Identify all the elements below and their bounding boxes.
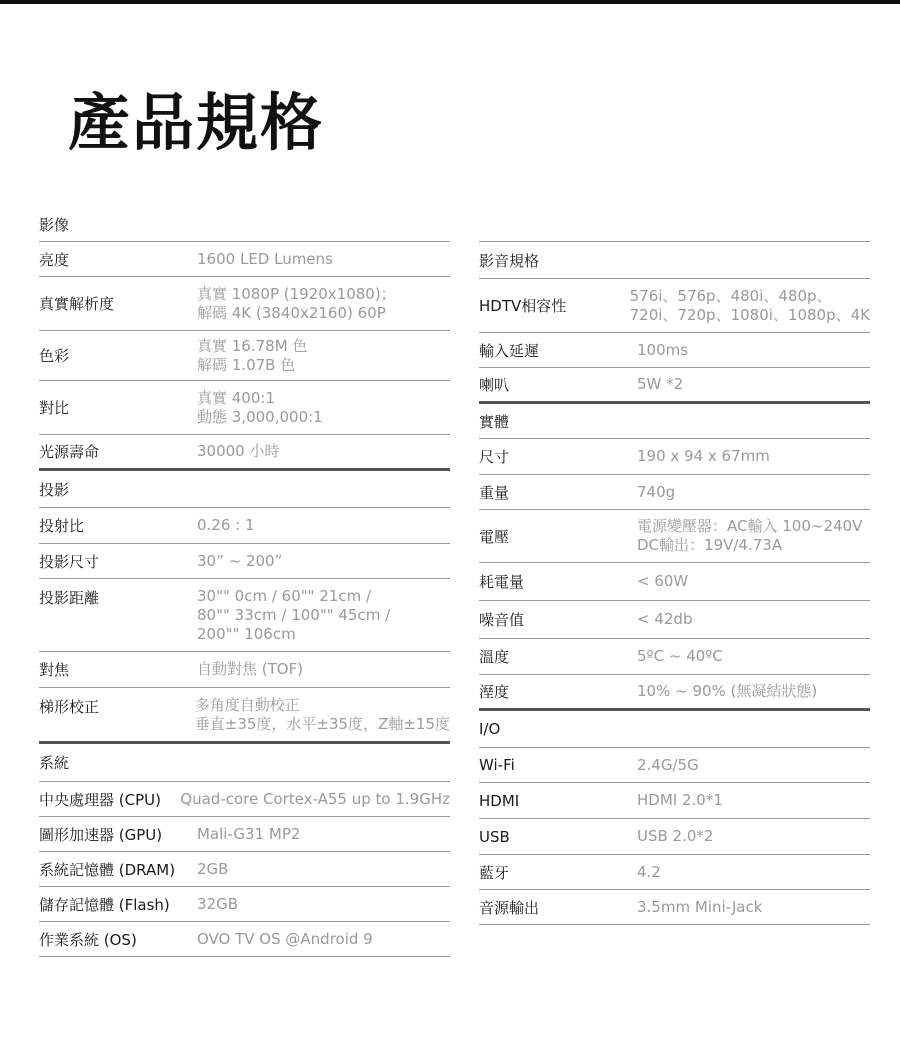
spec-value: USB 2.0*2 xyxy=(637,827,714,845)
page-title: 產品規格 xyxy=(68,86,325,159)
spec-value: 3.5mm Mini-Jack xyxy=(637,897,763,916)
spec-value: 0.26 : 1 xyxy=(197,516,255,534)
spec-row-temperature xyxy=(479,639,870,675)
spec-row-flash xyxy=(39,887,450,922)
spec-value: 5W *2 xyxy=(637,375,684,393)
spec-label: 音源輸出 xyxy=(479,898,540,917)
spec-row-keystone xyxy=(39,688,450,744)
left-spec-column xyxy=(39,208,450,957)
spec-value: 32GB xyxy=(197,894,239,913)
spec-value: 電源變壓器：AC輸入 100~240V DC輸出：19V/4.73A xyxy=(637,517,863,554)
spec-label: 投影距離 xyxy=(39,589,100,607)
spec-value: 30000 小時 xyxy=(197,442,280,460)
spec-label: 中央處理器 (CPU) xyxy=(39,790,161,809)
spec-row-projection-size xyxy=(39,544,450,579)
spec-row-gpu xyxy=(39,817,450,852)
spec-value: 740g xyxy=(637,482,676,501)
spec-value: 10% ~ 90% (無凝結狀態) xyxy=(637,682,818,700)
spec-label: 投影尺寸 xyxy=(39,552,100,571)
section-header-physical xyxy=(479,404,870,439)
spec-row-voltage xyxy=(479,510,870,563)
section-title: 實體 xyxy=(479,412,510,431)
spec-row-contrast xyxy=(39,381,450,435)
spec-value: 自動對焦 (TOF) xyxy=(197,660,304,678)
spec-value: 多角度自動校正 垂直±35度，水平±35度，Z軸±15度 xyxy=(194,696,450,733)
spec-label: 圖形加速器 (GPU) xyxy=(39,825,163,844)
spec-label: 重量 xyxy=(479,483,510,502)
section-title: 投影 xyxy=(39,480,70,499)
spec-label: 對比 xyxy=(39,399,70,417)
spec-label: 噪音值 xyxy=(479,611,525,629)
spec-value: HDMI 2.0*1 xyxy=(637,791,723,809)
spec-row-resolution xyxy=(39,277,450,331)
spec-value: < 42db xyxy=(637,610,693,628)
spec-label: 尺寸 xyxy=(479,448,510,466)
spec-row-lamp-life xyxy=(39,435,450,471)
section-title: I/O xyxy=(479,720,501,738)
spec-label: HDTV相容性 xyxy=(479,297,567,315)
section-header-image xyxy=(39,208,450,242)
spec-value: Quad-core Cortex-A55 up to 1.9GHz xyxy=(180,789,450,808)
spec-value: 真實 1080P (1920x1080)； 解碼 4K (3840x2160) 60P xyxy=(197,284,396,322)
top-border-bar xyxy=(0,0,900,4)
spec-label: 儲存記憶體 (Flash) xyxy=(39,895,170,914)
spec-label: 梯形校正 xyxy=(39,698,100,716)
spec-row-os xyxy=(39,922,450,957)
spec-row-power-consumption xyxy=(479,563,870,601)
spec-value: 真實 16.78M 色 解碼 1.07B 色 xyxy=(197,336,308,374)
spec-row-throw-ratio xyxy=(39,508,450,544)
spec-row-brightness xyxy=(39,242,450,277)
spec-row-input-lag xyxy=(479,333,870,368)
spec-value: 2GB xyxy=(197,859,229,878)
spec-row-usb xyxy=(479,819,870,855)
spec-label: 喇叭 xyxy=(479,376,510,394)
spec-row-dimensions xyxy=(479,439,870,475)
section-header-projection xyxy=(39,471,450,508)
spec-label: 色彩 xyxy=(39,347,70,365)
section-title: 影音規格 xyxy=(479,251,540,270)
spec-row-humidity xyxy=(479,675,870,711)
spec-label: 投射比 xyxy=(39,517,85,535)
spec-label: 作業系統 (OS) xyxy=(39,930,137,949)
spec-row-color xyxy=(39,331,450,381)
spec-row-hdmi xyxy=(479,783,870,819)
spec-label: 藍牙 xyxy=(479,863,510,882)
spec-value: 5ºC ~ 40ºC xyxy=(637,647,723,665)
section-header-io xyxy=(479,711,870,748)
spec-row-audio-out xyxy=(479,890,870,925)
spec-value: < 60W xyxy=(637,572,689,590)
spec-row-weight xyxy=(479,475,870,510)
spec-value: 190 x 94 x 67mm xyxy=(637,447,770,465)
spec-row-wifi xyxy=(479,748,870,783)
spec-row-cpu xyxy=(39,782,450,817)
spec-value: 30"" 0cm / 60"" 21cm / 80"" 33cm / 100"" 45cm / 200"" 106cm xyxy=(197,587,391,643)
spec-label: 耗電量 xyxy=(479,573,525,591)
spec-label: 溫度 xyxy=(479,648,510,666)
spec-value: 1600 LED Lumens xyxy=(197,249,333,268)
spec-label: 真實解析度 xyxy=(39,295,115,313)
spec-label: USB xyxy=(479,827,510,846)
spec-row-dram xyxy=(39,852,450,887)
spec-label: Wi-Fi xyxy=(479,756,515,774)
spec-label: 對焦 xyxy=(39,661,70,679)
spec-label: 系統記憶體 (DRAM) xyxy=(39,860,176,879)
spec-row-bluetooth xyxy=(479,855,870,890)
spec-value: 真實 400:1 動態 3,000,000:1 xyxy=(197,388,323,426)
spec-label: 電壓 xyxy=(479,527,510,546)
section-title: 影像 xyxy=(39,216,70,234)
spec-label: 亮度 xyxy=(39,250,70,269)
spec-value: 100ms xyxy=(637,340,689,359)
spec-label: HDMI xyxy=(479,791,520,810)
right-spec-column xyxy=(479,241,870,925)
spec-label: 輸入延遲 xyxy=(479,341,540,360)
spec-row-hdtv xyxy=(479,279,870,333)
spec-value: 4.2 xyxy=(637,862,661,881)
spec-label: 光源壽命 xyxy=(39,443,100,461)
spec-row-noise xyxy=(479,601,870,639)
spec-value: 30” ~ 200” xyxy=(197,551,283,570)
section-header-system xyxy=(39,744,450,782)
spec-row-speaker xyxy=(479,368,870,404)
spec-value: OVO TV OS @Android 9 xyxy=(197,929,373,948)
spec-label: 溼度 xyxy=(479,683,510,701)
section-title: 系統 xyxy=(39,754,70,772)
spec-value: 2.4G/5G xyxy=(637,755,699,774)
section-header-av xyxy=(479,241,870,279)
spec-row-focus xyxy=(39,652,450,688)
spec-value: 576i、576p、480i、480p、 720i、720p、1080i、1080p、4K xyxy=(629,286,870,324)
spec-row-projection-distance xyxy=(39,579,450,652)
spec-value: Mali-G31 MP2 xyxy=(197,824,301,843)
